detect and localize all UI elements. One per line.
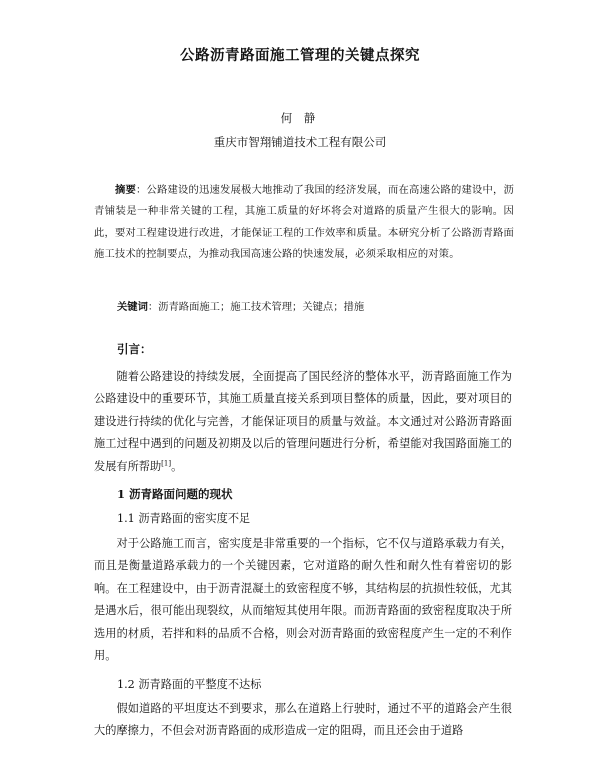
author-name: 何 静 — [280, 111, 320, 125]
subsection-1-1-paragraph — [94, 533, 512, 667]
abstract-label: 摘要 — [114, 184, 136, 196]
author-affiliation: 重庆市智翔铺道技术工程有限公司 — [213, 135, 387, 149]
keywords — [117, 297, 517, 318]
abstract-text: ：公路建设的迅速发展极大地推动了我国的经济发展，而在高速公路的建设中，沥青铺装是一种非常关键的工程，其施工质量的好坏将会对道路的质量产生很大的影响。因此，要对工程建设进行改进，才能保证工程的工作效率和质量。本研究分析了公路沥青路面施工技术的控制要点，为推动我国高速公路的快速发展，必须采取相应的对策。 — [94, 184, 514, 260]
subsection-1-1-heading: 1.1 沥青路面的密实度不足 — [117, 512, 251, 525]
keywords-label: 关键词 — [117, 301, 148, 313]
keywords-text: ：沥青路面施工；施工技术管理；关键点；措施 — [147, 301, 365, 313]
section-1-heading: 1 沥青路面问题的现状 — [117, 487, 233, 501]
intro-end: 。 — [171, 459, 183, 473]
intro-heading: 引言： — [117, 342, 152, 356]
subsection-1-2-text: 假如道路的平坦度达不到要求，那么在道路上行驶时，通过不平的道路会产生很大的摩擦力，不但会对沥青路面的成形造成一定的阻碍，而且还会由于道路 — [94, 702, 512, 738]
subsection-1-2-heading: 1.2 沥青路面的平整度不达标 — [117, 678, 262, 691]
paper-title: 公路沥青路面施工管理的关键点探究 — [180, 48, 420, 64]
abstract — [94, 180, 514, 265]
citation-ref[interactable]: [1] — [161, 458, 172, 467]
intro-text: 随着公路建设的持续发展，全面提高了国民经济的整体水平，沥青路面施工作为公路建设中的重要环节，其施工质量直接关系到项目整体的质量，因此，要对项目的建设进行持续的优化与完善，才能保证项目的质量与效益。本文通过对公路沥青路面施工过程中遇到的问题及初期及以后的管理问题进行分析，希望能对我国路面施工的发展有所帮助 — [94, 370, 512, 473]
subsection-1-1-text: 对于公路施工而言，密实度是非常重要的一个指标，它不仅与道路承载力有关，而且是衡量道路承载力的一个关键因素，它对道路的耐久性和耐久性有着密切的影响。在工程建设中，由于沥青混凝土的致密程度不够，其结构层的抗损性较低，尤其是遇水后，很可能出现裂纹，从而缩短其使用年限。而沥青路面的致密程度取决于所选用的材质，若拌和料的品质不合格，则会对沥青路面的致密程度产生一定的不利作用。 — [94, 537, 512, 663]
intro-paragraph — [94, 366, 512, 478]
subsection-1-2-paragraph — [94, 698, 512, 743]
